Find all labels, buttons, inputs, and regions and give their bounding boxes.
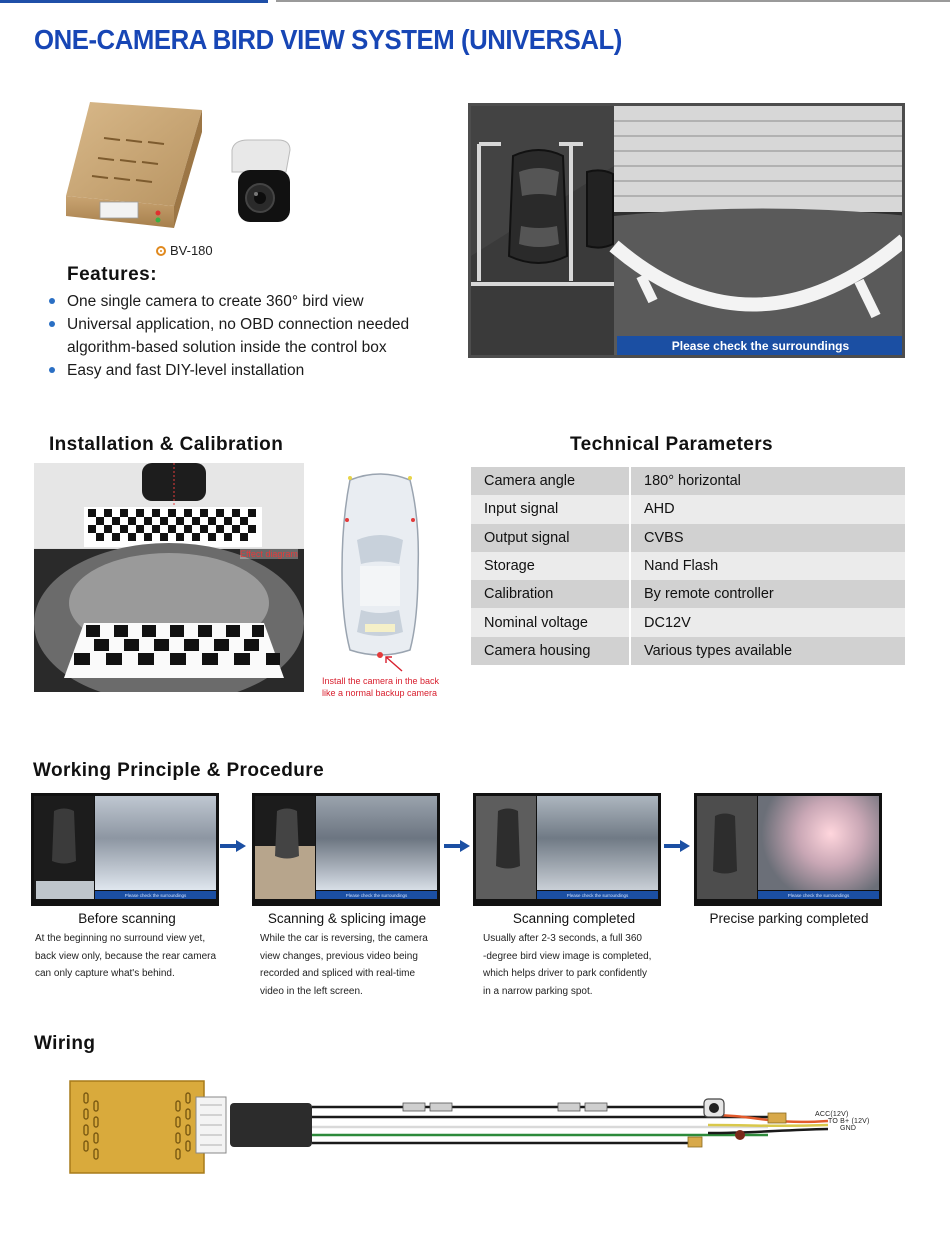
param-value: CVBS [631,524,905,552]
param-value: 180° horizontal [631,467,905,495]
installation-heading: Installation & Calibration [49,434,284,455]
radio-dot-icon [156,246,166,256]
wire-label-gnd: GND [840,1125,857,1132]
table-row [471,552,905,580]
car-top-view-icon [509,150,567,263]
step-title: Before scanning [78,911,176,926]
parameters-heading: Technical Parameters [570,434,774,455]
param-value: DC12V [631,608,905,636]
rear-camera-icon [704,1099,724,1117]
features-list [48,290,468,382]
control-box [66,102,202,228]
bullet-icon [49,321,55,327]
car-top-view-icon [335,470,425,660]
table-row [471,580,905,608]
arrow-right-icon [664,840,690,852]
arrow-right-icon [444,840,470,852]
table-row [471,495,905,523]
step-title: Scanning & splicing image [267,911,427,926]
step-screen-4 [694,793,882,906]
param-key: Nominal voltage [471,608,631,636]
param-value: By remote controller [631,580,905,608]
feature-item: Easy and fast DIY-level installation [48,359,468,382]
screen-banner: Please check the surroundings [316,891,437,899]
param-key: Storage [471,552,631,580]
step-screen-1 [31,793,219,906]
screen-banner: Please check the surroundings [758,891,879,899]
table-row [471,524,905,552]
screen-banner: Please check the surroundings [95,891,216,899]
table-row [471,608,905,636]
model-name: BV-180 [170,243,213,258]
param-key: Input signal [471,495,631,523]
wire-label-b-plus: TO B+ (12V) [828,1118,870,1125]
procedure-heading: Working Principle & Procedure [33,760,325,781]
page-title: ONE-CAMERA BIRD VIEW SYSTEM (UNIVERSAL) [34,24,622,55]
red-pointer-arrow-icon [382,655,404,673]
step-screen-3 [473,793,661,906]
camera-icon [232,140,290,222]
top-accent-line [0,0,268,3]
control-box-icon [70,1081,226,1173]
product-image [62,98,312,248]
parameters-table [471,467,905,665]
model-label [156,243,213,258]
bullet-icon [49,298,55,304]
bullet-icon [49,367,55,373]
bird-view-screen [468,103,905,358]
wiring-diagram [68,1075,888,1185]
table-row [471,637,905,665]
effect-diagram-label: Effect diagram [240,549,298,559]
param-key: Camera angle [471,467,631,495]
feature-item: Universal application, no OBD connection needed algorithm-based solution inside the control box [48,313,468,359]
calibration-image [34,463,304,692]
step-description: At the beginning no surround view yet, back view only, because the rear camera can only capture what's behind. [35,933,217,979]
top-divider-line [276,0,950,2]
param-value: Nand Flash [631,552,905,580]
step-description: While the car is reversing, the camera view changes, previous video being recorded and spliced with real-time video in the left screen. [260,933,428,997]
table-row [471,467,905,495]
step-screen-2 [252,793,440,906]
step-title: Precise parking completed [709,911,869,926]
arrow-right-icon [220,840,246,852]
param-key: Calibration [471,580,631,608]
checkerboard-pattern [84,507,262,547]
install-note: Install the camera in the back like a normal backup camera [322,676,440,698]
step-description: Usually after 2-3 seconds, a full 360 -degree bird view image is completed, which helps driver to park confidently in a narrow parking spot. [483,933,652,997]
screen-banner: Please check the surroundings [537,891,658,899]
param-value: AHD [631,495,905,523]
screen-banner: Please check the surroundings [617,336,904,356]
param-key: Camera housing [471,637,631,665]
wire-label-acc: ACC(12V) [815,1111,849,1118]
feature-item: One single camera to create 360° bird view [48,290,468,313]
param-value: Various types available [631,637,905,665]
step-title: Scanning completed [512,911,636,926]
param-key: Output signal [471,524,631,552]
wiring-heading: Wiring [34,1033,96,1054]
features-heading: Features: [67,264,158,285]
